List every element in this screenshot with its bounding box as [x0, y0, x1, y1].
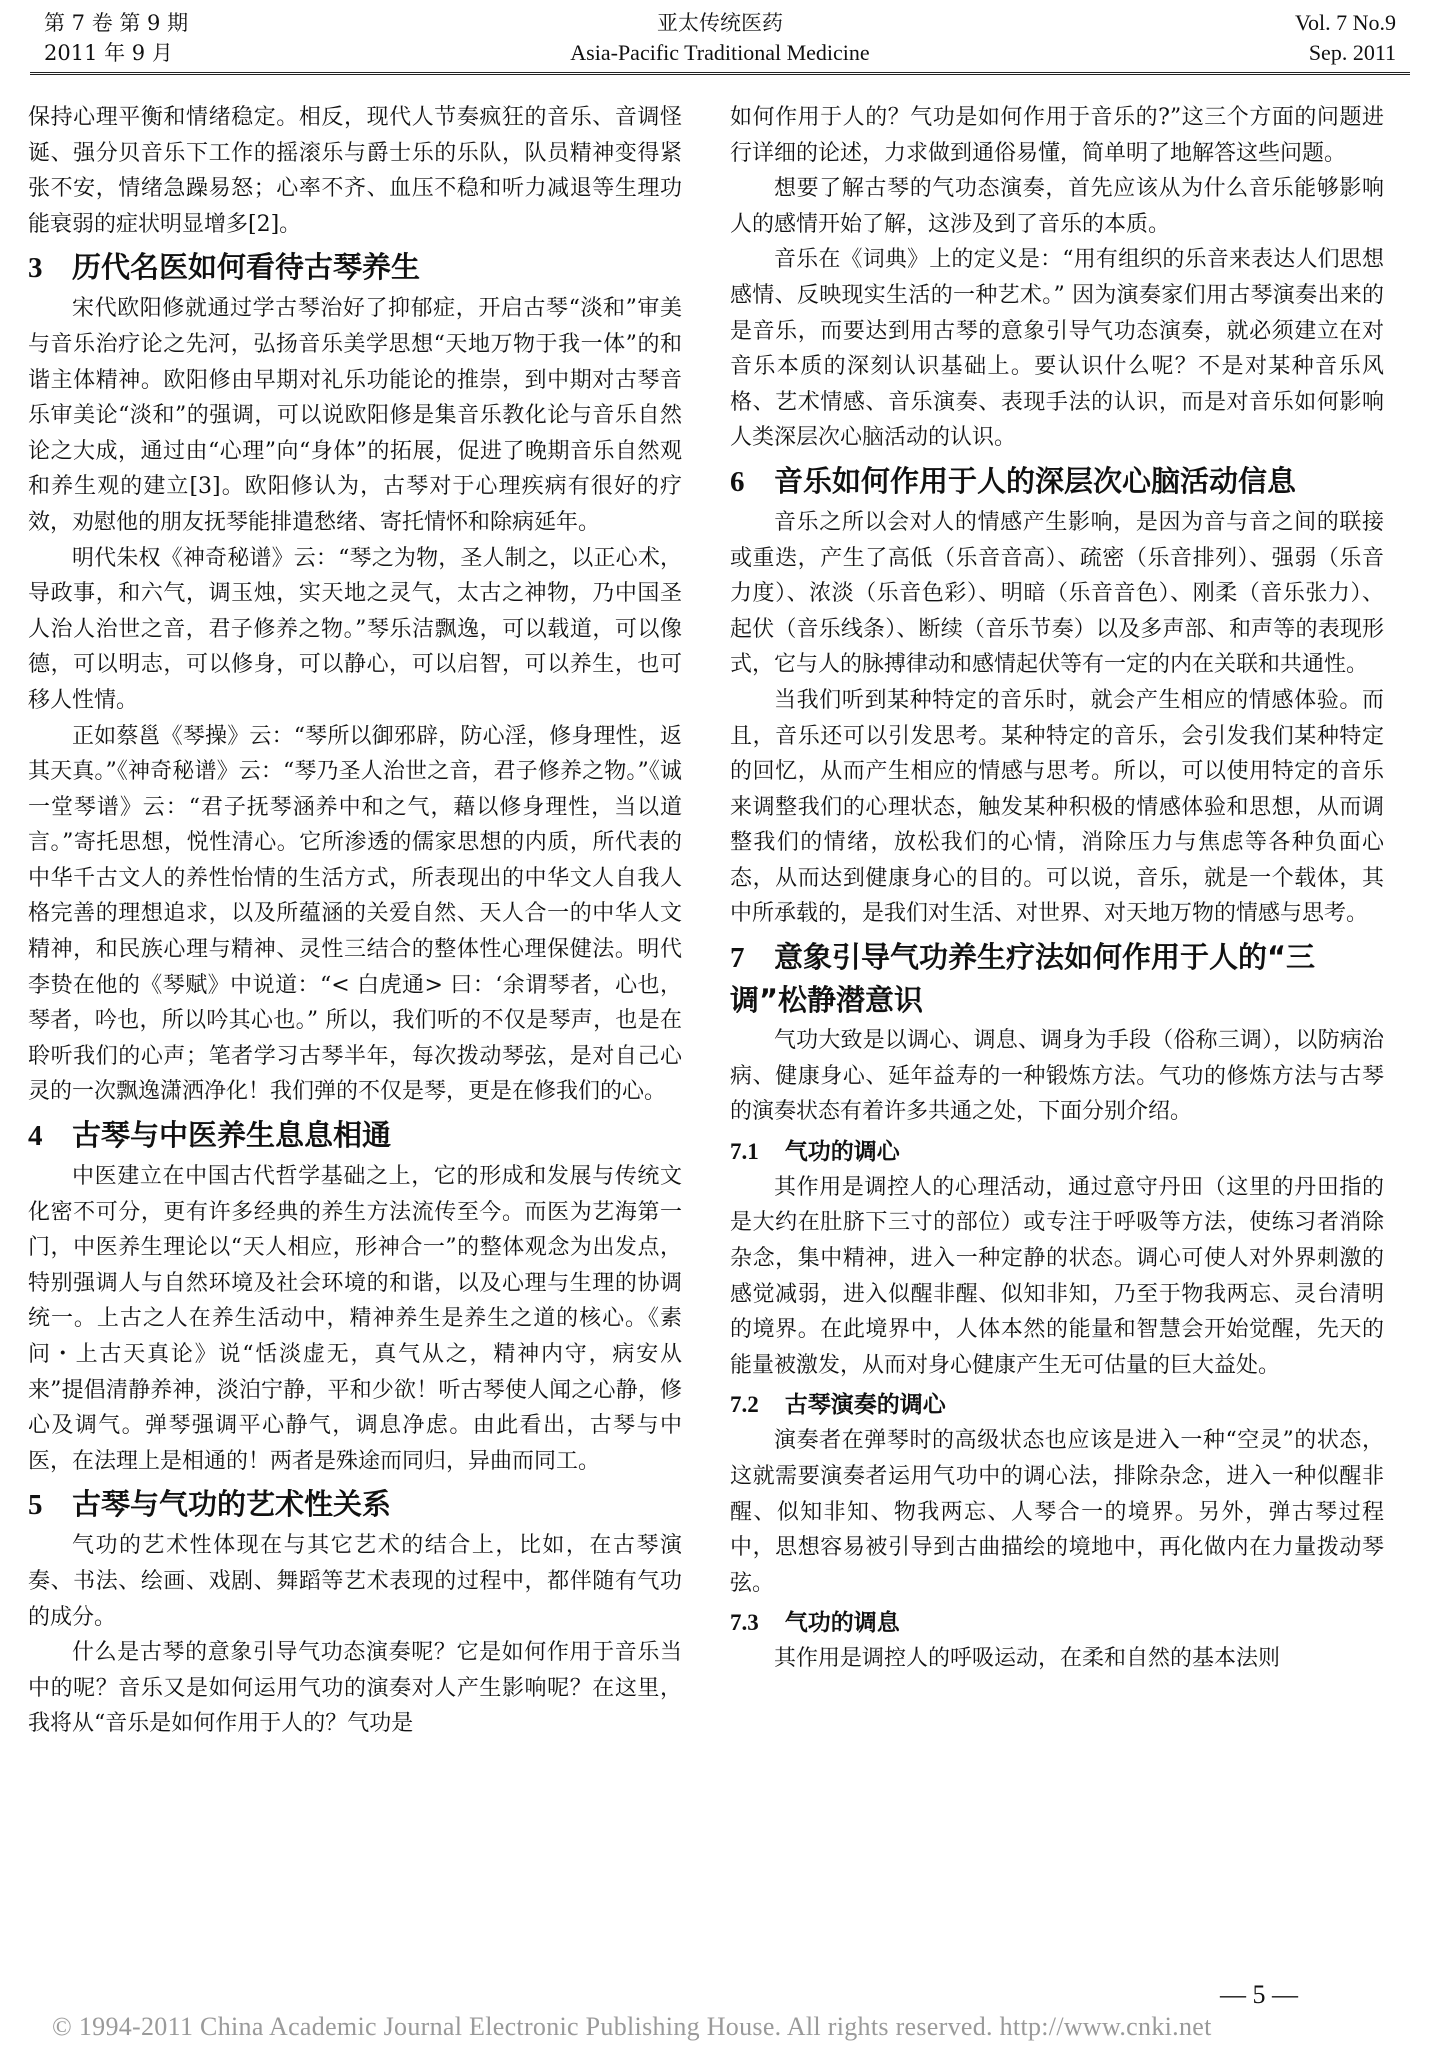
paragraph: 音乐在《词典》上的定义是：“用有组织的乐音来表达人们思想感情、反映现实生活的一种艺术。” 因为演奏家们用古琴演奏出来的是音乐，而要达到用古琴的意象引导气功态演奏，就必须建立在对音乐本质的深刻认识基础上。要认识什么呢？不是对某种音乐风格、艺术情感、音乐演奏、表现手法的认识，而是对音乐如何影响人类深层次心脑活动的认识。 — [730, 247, 1384, 451]
section-title: 意象引导气功养生疗法如何作用于人的“三调”松静潜意识 — [730, 940, 1316, 1018]
section-number: 3 — [28, 252, 43, 285]
header-volume-issue-en: Vol. 7 No.9 — [1294, 10, 1396, 35]
journal-title-cn: 亚太传统医药 — [657, 11, 783, 35]
paragraph: 气功大致是以调心、调息、调身为手段（俗称三调），以防病治病、健康身心、延年益寿的一种锻炼方法。气功的修炼方法与古琴的演奏状态有着许多共通之处，下面分别介绍。 — [730, 1028, 1384, 1125]
paragraph: 其作用是调控人的呼吸运动，在柔和自然的基本法则 — [774, 1646, 1281, 1672]
paragraph: 明代朱权《神奇秘谱》云：“琴之为物，圣人制之，以正心术，导政事，和六气，调玉烛，实天地之灵气，太古之神物，乃中国圣人治人治世之音，君子修养之物。”琴乐洁飘逸，可以载道，可以像德，可以明志，可以修身，可以静心，可以启智，可以养生，也可移人性情。 — [28, 545, 682, 713]
section-title: 历代名医如何看待古琴养生 — [72, 250, 421, 285]
section-title: 古琴与中医养生息息相通 — [72, 1118, 392, 1153]
header-date-cn: 2011 年 9 月 — [44, 41, 173, 65]
section-number: 5 — [28, 1489, 43, 1522]
subsection-title: 气功的调息 — [784, 1610, 900, 1637]
section-number: 4 — [28, 1120, 43, 1153]
subsection-heading-7-1 — [730, 1134, 1384, 1170]
paragraph: 演奏者在弹琴时的高级状态也应该是进入一种“空灵”的状态，这就需要演奏者运用气功中的调心法，排除杂念，进入一种似醒非醒、似知非知、物我两忘、人琴合一的境界。另外，弹古琴过程中，思想容易被引导到古曲描绘的境地中，再化做内在力量拨动琴弦。 — [730, 1428, 1384, 1596]
page-number: — 5 — — [1220, 1980, 1298, 2009]
paragraph: 当我们听到某种特定的音乐时，就会产生相应的情感体验。而且，音乐还可以引发思考。某种特定的音乐，会引发我们某种特定的回忆，从而产生相应的情感与思考。所以，可以使用特定的音乐来调整我们的心理状态，触发某种积极的情感体验和思想，从而调整我们的情绪，放松我们的心情，消除压力与焦虑等各种负面心态，从而达到健康身心的目的。可以说，音乐，就是一个载体，其中所承载的，是我们对生活、对世界、对天地万物的情感与思考。 — [730, 687, 1384, 927]
paragraph: 音乐之所以会对人的情感产生影响，是因为音与音之间的联接或重迭，产生了高低（乐音音高）、疏密（乐音排列）、强弱（乐音力度）、浓淡（乐音色彩）、明暗（乐音音色）、刚柔（音乐张力）、起伏（音乐线条）、断续（音乐节奏）以及多声部、和声等的表现形式，它与人的脉搏律动和感情起伏等有一定的内在关联和共通性。 — [730, 509, 1384, 678]
section-title: 音乐如何作用于人的深层次心脑活动信息 — [774, 463, 1297, 498]
subsection-number: 7.1 — [730, 1138, 759, 1164]
running-header — [30, 8, 1410, 76]
paragraph: 正如蔡邕《琴操》云：“琴所以御邪辟，防心淫，修身理性，返其天真。”《神奇秘谱》云：“琴乃圣人治世之音，君子修养之物。”《诚一堂琴谱》云：“君子抚琴涵养中和之气，藉以修身理性，当以道言。”寄托思想，悦性清心。它所渗透的儒家思想的内质，所代表的中华千古文人的养性怡情的生活方式，所表现出的中华文人自我人格完善的理想追求，以及所蕴涵的关爱自然、天人合一的中华人文精神，和民族心理与精神、灵性三结合的整体性心理保健法。明代李贽在他的《琴赋》中说道：“< 白虎通> 曰：‘余谓琴者，心也，琴者，吟也，所以吟其心也。” 所以，我们听的不仅是琴声，也是在聆听我们的心声；笔者学习古琴半年，每次拨动琴弦，是对自己心灵的一次飘逸潇洒净化！我们弹的不仅是琴，更是在修我们的心。 — [28, 723, 682, 1105]
subsection-heading-7-3 — [730, 1605, 1384, 1641]
paragraph: 什么是古琴的意象引导气功态演奏呢？它是如何作用于音乐当中的呢？音乐又是如何运用气功的演奏对人产生影响呢？在这里，我将从“音乐是如何作用于人的？气功是 — [28, 1640, 682, 1737]
paragraph: 其作用是调控人的心理活动，通过意守丹田（这里的丹田指的是大约在肚脐下三寸的部位）或专注于呼吸等方法，使练习者消除杂念，集中精神，进入一种定静的状态。调心可使人对外界刺激的感觉减弱，进入似醒非醒、似知非知，乃至于物我两忘、灵台清明的境界。在此境界中，人体本然的能量和智慧会开始觉醒，先天的能量被激发，从而对身心健康产生无可估量的巨大益处。 — [730, 1174, 1384, 1378]
subsection-title: 气功的调心 — [784, 1138, 900, 1165]
section-number: 7 — [730, 942, 745, 975]
journal-title-en: Asia-Pacific Traditional Medicine — [570, 40, 870, 65]
header-date-en: Sep. 2011 — [1308, 40, 1396, 65]
paragraph: 中医建立在中国古代哲学基础之上，它的形成和发展与传统文化密不可分，更有许多经典的养生方法流传至今。而医为艺海第一门，中医养生理论以“天人相应，形神合一”的整体观念为出发点，特别强调人与自然环境及社会环境的和谐，以及心理与生理的协调统一。上古之人在养生活动中，精神养生是养生之道的核心。《素问・上古天真论》说“恬淡虚无，真气从之，精神内守，病安从来”提倡清静养神，淡泊宁静，平和少欲！听古琴使人闻之心静，修心及调气。弹琴强调平心静气，调息净虑。由此看出，古琴与中医，在法理上是相通的！两者是殊途而同归，异曲而同工。 — [28, 1164, 682, 1474]
subsection-title: 古琴演奏的调心 — [784, 1392, 946, 1419]
paragraph: 气功的艺术性体现在与其它艺术的结合上，比如，在古琴演奏、书法、绘画、戏剧、舞蹈等艺术表现的过程中，都伴随有气功的成分。 — [28, 1533, 682, 1630]
right-column — [730, 100, 1384, 1677]
paragraph: 如何作用于人的？气功是如何作用于音乐的?”这三个方面的问题进行详细的论述，力求做到通俗易懂，简单明了地解答这些问题。 — [730, 105, 1384, 166]
left-column — [28, 100, 682, 1742]
subsection-number: 7.3 — [730, 1610, 759, 1636]
header-volume-issue: 第 7 卷 第 9 期 — [44, 11, 189, 35]
section-heading-7 — [730, 936, 1384, 1021]
header-journal-title — [30, 8, 1410, 68]
copyright-footer: © 1994-2011 China Academic Journal Electronic Publishing House. All rights reserved. http://www.cnki.net — [52, 2012, 1212, 2041]
section-title: 古琴与气功的艺术性关系 — [72, 1487, 392, 1522]
section-heading-3 — [28, 246, 682, 289]
section-heading-6 — [730, 460, 1384, 503]
paragraph: 保持心理平衡和情绪稳定。相反，现代人节奏疯狂的音乐、音调怪诞、强分贝音乐下工作的摇滚乐与爵士乐的乐队，队员精神变得紧张不安，情绪急躁易怒；心率不齐、血压不稳和听力减退等生理功能衰弱的症状明显增多[2]。 — [28, 105, 682, 237]
paragraph: 宋代欧阳修就通过学古琴治好了抑郁症，开启古琴“淡和”审美与音乐治疗论之先河，弘扬音乐美学思想“天地万物于我一体”的和谐主体精神。欧阳修由早期对礼乐功能论的推崇，到中期对古琴音乐审美论“淡和”的强调，可以说欧阳修是集音乐教化论与音乐自然论之大成，通过由“心理”向“身体”的拓展，促进了晚期音乐自然观和养生观的建立[3]。欧阳修认为，古琴对于心理疾病有很好的疗效，劝慰他的朋友抚琴能排遣愁绪、寄托情怀和除病延年。 — [28, 296, 682, 535]
header-rule — [30, 72, 1410, 75]
paragraph: 想要了解古琴的气功态演奏，首先应该从为什么音乐能够影响人的感情开始了解，这涉及到了音乐的本质。 — [730, 176, 1384, 237]
section-heading-4 — [28, 1114, 682, 1157]
subsection-heading-7-2 — [730, 1387, 1384, 1423]
section-number: 6 — [730, 465, 745, 498]
subsection-number: 7.2 — [730, 1392, 759, 1418]
section-heading-5 — [28, 1483, 682, 1526]
header-volume-info-en — [1295, 8, 1396, 68]
